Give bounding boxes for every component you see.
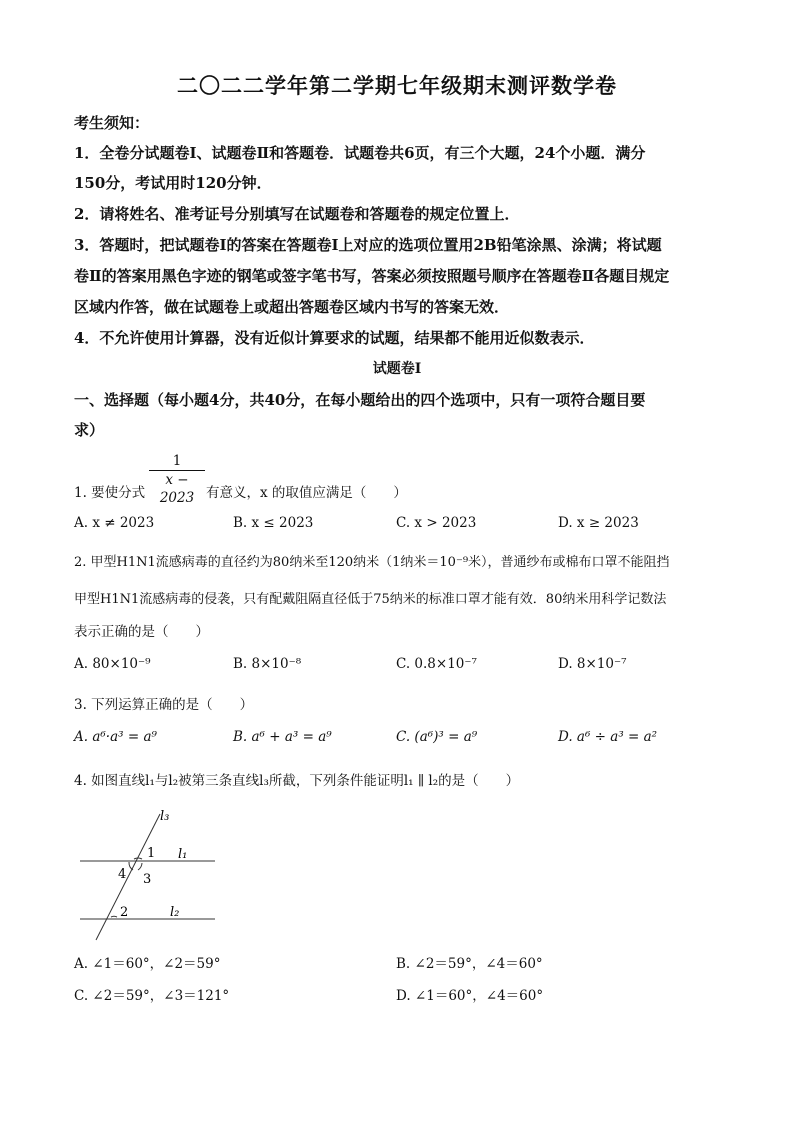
notice-item: 2．请将姓名、准考证号分别填写在试题卷和答题卷的规定位置上． (74, 205, 520, 223)
q1-option-a[interactable]: A. x ≠ 2023 (74, 515, 155, 531)
q1-prefix: 1. 要使分式 (74, 485, 146, 501)
q2-line: 表示正确的是（ ） (74, 624, 209, 640)
q2-option-b[interactable]: B. 8×10⁻⁸ (233, 656, 302, 672)
angle-2-arc (111, 916, 117, 917)
q4-text: 4. 如图直线l₁与l₂被第三条直线l₃所截，下列条件能证明l₁ ∥ l₂的是（ ） (74, 773, 520, 789)
label-angle-2: 2 (120, 905, 129, 920)
label-angle-1: 1 (147, 846, 156, 861)
q4-option-b[interactable]: B. ∠2＝59°，∠4＝60° (396, 956, 543, 972)
q2-line: 2. 甲型H1N1流感病毒的直径约为80纳米至120纳米（1纳米＝10⁻⁹米），普通纱布或棉布口罩不能阻挡 (74, 555, 670, 570)
label-l2: l₂ (170, 905, 180, 920)
q1-fraction-denominator: x − 2023 (159, 472, 195, 506)
q3-text: 3. 下列运算正确的是（ ） (74, 697, 254, 713)
notice-item: 1．全卷分试题卷Ⅰ、试题卷Ⅱ和答题卷．试题卷共6页，有三个大题，24个小题．满分 (74, 144, 646, 162)
q1-fraction-numerator: 1 (172, 453, 182, 469)
q3-option-a[interactable]: A. a⁶·a³ = a⁹ (74, 729, 157, 745)
q2-option-d[interactable]: D. 8×10⁻⁷ (558, 656, 627, 672)
q3-option-d[interactable]: D. a⁶ ÷ a³ = a² (558, 729, 658, 745)
q1-fraction (149, 452, 205, 507)
notice-item: 3．答题时，把试题卷Ⅰ的答案在答题卷Ⅰ上对应的选项位置用2B铅笔涂黑、涂满；将试题 (74, 236, 662, 254)
exam-title: 二〇二二学年第二学期七年级期末测评数学卷 (177, 73, 617, 98)
q4-option-c[interactable]: C. ∠2＝59°，∠3＝121° (74, 988, 230, 1004)
notice-item: 区域内作答，做在试题卷上或超出答题卷区域内书写的答案无效． (74, 298, 510, 316)
q4-option-a[interactable]: A. ∠1＝60°，∠2＝59° (74, 956, 221, 972)
section-title: 试题卷Ⅰ (372, 361, 422, 377)
q1-option-c[interactable]: C. x > 2023 (396, 515, 477, 531)
part-heading-cont: 求） (74, 421, 105, 439)
q2-line: 甲型H1N1流感病毒的侵袭，只有配戴阻隔直径低于75纳米的标准口罩才能有效．80纳米用科学记数法 (74, 592, 667, 607)
angle-3-arc (138, 863, 142, 870)
label-angle-3: 3 (143, 872, 152, 887)
q3-option-b[interactable]: B. a⁶ + a³ = a⁹ (233, 729, 332, 745)
label-l1: l₁ (178, 847, 188, 862)
q3-option-c[interactable]: C. (a⁶)³ = a⁹ (396, 729, 478, 745)
q2-option-a[interactable]: A. 80×10⁻⁹ (74, 656, 151, 672)
q1-option-b[interactable]: B. x ≤ 2023 (233, 515, 314, 531)
part-heading: 一、选择题（每小题4分，共40分，在每小题给出的四个选项中，只有一项符合题目要 (74, 391, 646, 409)
notice-item: 卷Ⅱ的答案用黑色字迹的钢笔或签字笔书写，答案必须按照题号顺序在答题卷Ⅱ各题目规定 (74, 267, 670, 285)
notice-heading: 考生须知： (74, 114, 150, 132)
q4-option-d[interactable]: D. ∠1＝60°，∠4＝60° (396, 988, 544, 1004)
notice-item: 150分，考试用时120分钟． (74, 174, 272, 192)
q1-suffix: 有意义，x 的取值应满足（ ） (206, 485, 407, 501)
label-angle-4: 4 (118, 867, 127, 882)
label-l3: l₃ (160, 809, 170, 824)
q4-figure (60, 800, 240, 950)
notice-item: 4．不允许使用计算器，没有近似计算要求的试题，结果都不能用近似数表示． (74, 329, 595, 347)
q2-option-c[interactable]: C. 0.8×10⁻⁷ (396, 656, 477, 672)
q1-option-d[interactable]: D. x ≥ 2023 (558, 515, 639, 531)
angle-1-arc (134, 858, 142, 859)
